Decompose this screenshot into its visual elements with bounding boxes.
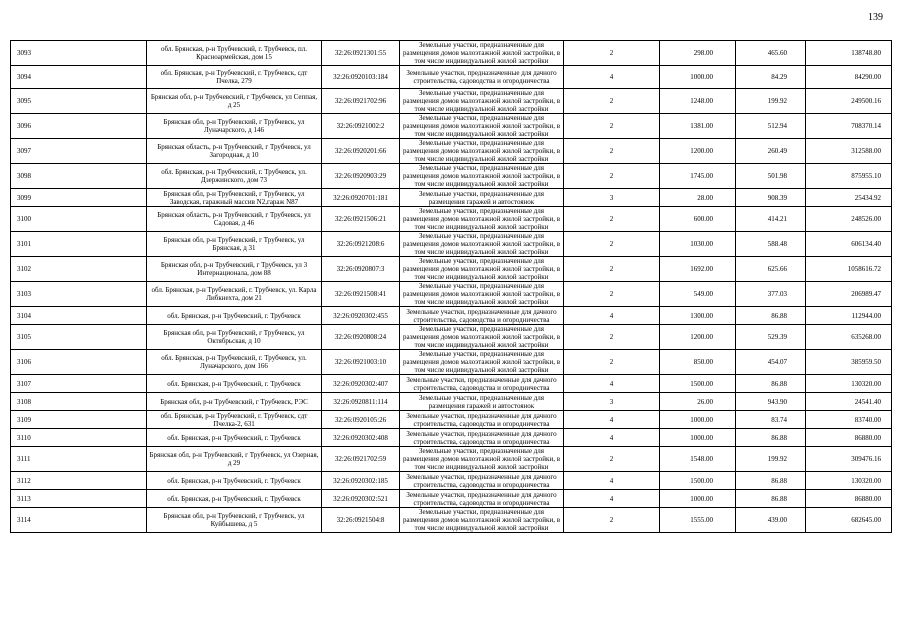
group-cell: 2 bbox=[564, 350, 660, 375]
group-cell: 2 bbox=[564, 282, 660, 307]
specific-value-cell: 86.88 bbox=[736, 472, 806, 490]
page-number: 139 bbox=[868, 12, 883, 23]
record-number-cell: 3094 bbox=[11, 66, 147, 89]
table-row bbox=[11, 114, 892, 139]
land-registry-table bbox=[10, 40, 892, 533]
specific-value-cell: 86.88 bbox=[736, 429, 806, 447]
area-cell: 1200.00 bbox=[660, 139, 736, 164]
record-number-cell: 3099 bbox=[11, 189, 147, 207]
record-number-cell: 3112 bbox=[11, 472, 147, 490]
specific-value-cell: 86.88 bbox=[736, 307, 806, 325]
cadastral-number-cell: 32:26:0920201:66 bbox=[322, 139, 400, 164]
cadastral-number-cell: 32:26:0920903:29 bbox=[322, 164, 400, 189]
cadastral-number-cell: 32:26:0920103:184 bbox=[322, 66, 400, 89]
specific-value-cell: 86.88 bbox=[736, 375, 806, 393]
cadastral-value-cell: 206989.47 bbox=[806, 282, 892, 307]
record-number-cell: 3109 bbox=[11, 411, 147, 429]
group-cell: 4 bbox=[564, 375, 660, 393]
specific-value-cell: 908.39 bbox=[736, 189, 806, 207]
record-number-cell: 3105 bbox=[11, 325, 147, 350]
address-cell: обл. Брянская, р-н Трубчевский, г. Трубчевск bbox=[147, 472, 322, 490]
specific-value-cell: 199.92 bbox=[736, 447, 806, 472]
address-cell: Брянская обл, р-н Трубчевский, г Трубчевск, ул Сеппая, д 25 bbox=[147, 89, 322, 114]
address-cell: обл. Брянская, р-н Трубчевский, г. Трубчевск bbox=[147, 375, 322, 393]
cadastral-value-cell: 83740.00 bbox=[806, 411, 892, 429]
group-cell: 2 bbox=[564, 164, 660, 189]
record-number-cell: 3100 bbox=[11, 207, 147, 232]
area-cell: 1000.00 bbox=[660, 411, 736, 429]
land-purpose-cell: Земельные участки, предназначенные для размещения домов малоэтажной жилой застройки, в том числе индивидуальной жилой застройки bbox=[400, 447, 564, 472]
land-purpose-cell: Земельные участки, предназначенные для размещения домов малоэтажной жилой застройки, в том числе индивидуальной жилой застройки bbox=[400, 325, 564, 350]
table-row bbox=[11, 307, 892, 325]
area-cell: 298.00 bbox=[660, 41, 736, 66]
address-cell: обл. Брянская, р-н Трубчевский, г. Трубчевск, ул. Луначарского, дом 166 bbox=[147, 350, 322, 375]
cadastral-value-cell: 606134.40 bbox=[806, 232, 892, 257]
record-number-cell: 3098 bbox=[11, 164, 147, 189]
address-cell: обл. Брянская, р-н Трубчевский, г. Трубчевск bbox=[147, 429, 322, 447]
table-row bbox=[11, 375, 892, 393]
specific-value-cell: 501.98 bbox=[736, 164, 806, 189]
land-purpose-cell: Земельные участки, предназначенные для дачного строительства, садоводства и огородничества bbox=[400, 375, 564, 393]
table-row bbox=[11, 282, 892, 307]
land-purpose-cell: Земельные участки, предназначенные для дачного строительства, садоводства и огородничества bbox=[400, 429, 564, 447]
area-cell: 1500.00 bbox=[660, 375, 736, 393]
address-cell: обл. Брянская, р-н Трубчевский, г. Трубчевск, пл. Красноармейская, дом 15 bbox=[147, 41, 322, 66]
area-cell: 1555.00 bbox=[660, 508, 736, 533]
cadastral-number-cell: 32:26:0921702:59 bbox=[322, 447, 400, 472]
area-cell: 1381.00 bbox=[660, 114, 736, 139]
cadastral-number-cell: 32:26:0920105:26 bbox=[322, 411, 400, 429]
specific-value-cell: 199.92 bbox=[736, 89, 806, 114]
land-purpose-cell: Земельные участки, предназначенные для размещения домов малоэтажной жилой застройки, в том числе индивидуальной жилой застройки bbox=[400, 257, 564, 282]
area-cell: 600.00 bbox=[660, 207, 736, 232]
land-purpose-cell: Земельные участки, предназначенные для размещения домов малоэтажной жилой застройки, в том числе индивидуальной жилой застройки bbox=[400, 139, 564, 164]
cadastral-number-cell: 32:26:0921504:8 bbox=[322, 508, 400, 533]
cadastral-number-cell: 32:26:0921301:55 bbox=[322, 41, 400, 66]
cadastral-number-cell: 32:26:0920807:3 bbox=[322, 257, 400, 282]
record-number-cell: 3106 bbox=[11, 350, 147, 375]
address-cell: обл. Брянская, р-н Трубчевский, г. Трубчевск bbox=[147, 307, 322, 325]
cadastral-value-cell: 86880.00 bbox=[806, 429, 892, 447]
group-cell: 4 bbox=[564, 66, 660, 89]
land-purpose-cell: Земельные участки, предназначенные для дачного строительства, садоводства и огородничества bbox=[400, 490, 564, 508]
table-row bbox=[11, 189, 892, 207]
specific-value-cell: 529.39 bbox=[736, 325, 806, 350]
address-cell: Брянская обл, р-н Трубчевский, г Трубчевск, ул Луначарского, д 146 bbox=[147, 114, 322, 139]
record-number-cell: 3096 bbox=[11, 114, 147, 139]
address-cell: Брянская область, р-н Трубчевский, г Трубчевск, ул Садовая, д 46 bbox=[147, 207, 322, 232]
specific-value-cell: 260.49 bbox=[736, 139, 806, 164]
table-row bbox=[11, 66, 892, 89]
specific-value-cell: 439.00 bbox=[736, 508, 806, 533]
table-row bbox=[11, 429, 892, 447]
table-body bbox=[11, 41, 892, 533]
table-row bbox=[11, 393, 892, 411]
area-cell: 850.00 bbox=[660, 350, 736, 375]
specific-value-cell: 512.94 bbox=[736, 114, 806, 139]
group-cell: 2 bbox=[564, 447, 660, 472]
table-row bbox=[11, 257, 892, 282]
cadastral-number-cell: 32:26:0921506:21 bbox=[322, 207, 400, 232]
table-row bbox=[11, 411, 892, 429]
address-cell: Брянская обл, р-н Трубчевский, г Трубчевск, ул Брянская, д 31 bbox=[147, 232, 322, 257]
specific-value-cell: 83.74 bbox=[736, 411, 806, 429]
group-cell: 3 bbox=[564, 393, 660, 411]
cadastral-value-cell: 708370.14 bbox=[806, 114, 892, 139]
cadastral-number-cell: 32:26:0920302:185 bbox=[322, 472, 400, 490]
specific-value-cell: 943.90 bbox=[736, 393, 806, 411]
address-cell: обл. Брянская, р-н Трубчевский, г. Трубчевск, ул. Дзержинского, дом 73 bbox=[147, 164, 322, 189]
group-cell: 2 bbox=[564, 114, 660, 139]
land-purpose-cell: Земельные участки, предназначенные для размещения домов малоэтажной жилой застройки, в том числе индивидуальной жилой застройки bbox=[400, 207, 564, 232]
table-row bbox=[11, 508, 892, 533]
group-cell: 2 bbox=[564, 41, 660, 66]
record-number-cell: 3101 bbox=[11, 232, 147, 257]
area-cell: 1248.00 bbox=[660, 89, 736, 114]
cadastral-value-cell: 635268.00 bbox=[806, 325, 892, 350]
address-cell: Брянская обл, р-н Трубчевский, г Трубчевск, ул Октябрьская, д 10 bbox=[147, 325, 322, 350]
cadastral-value-cell: 130320.00 bbox=[806, 375, 892, 393]
area-cell: 1000.00 bbox=[660, 490, 736, 508]
group-cell: 2 bbox=[564, 232, 660, 257]
address-cell: Брянская обл, р-н Трубчевский, г Трубчевск, ул Озерная, д 29 bbox=[147, 447, 322, 472]
group-cell: 2 bbox=[564, 139, 660, 164]
group-cell: 2 bbox=[564, 207, 660, 232]
specific-value-cell: 84.29 bbox=[736, 66, 806, 89]
specific-value-cell: 86.88 bbox=[736, 490, 806, 508]
cadastral-value-cell: 130320.00 bbox=[806, 472, 892, 490]
address-cell: Брянская область, р-н Трубчевский, г Трубчевск, ул Загородная, д 10 bbox=[147, 139, 322, 164]
group-cell: 4 bbox=[564, 490, 660, 508]
record-number-cell: 3095 bbox=[11, 89, 147, 114]
area-cell: 1300.00 bbox=[660, 307, 736, 325]
cadastral-value-cell: 312588.00 bbox=[806, 139, 892, 164]
table-row bbox=[11, 89, 892, 114]
land-purpose-cell: Земельные участки, предназначенные для размещения домов малоэтажной жилой застройки, в том числе индивидуальной жилой застройки bbox=[400, 164, 564, 189]
area-cell: 1200.00 bbox=[660, 325, 736, 350]
specific-value-cell: 465.60 bbox=[736, 41, 806, 66]
land-purpose-cell: Земельные участки, предназначенные для размещения гаражей и автостоянок bbox=[400, 189, 564, 207]
land-purpose-cell: Земельные участки, предназначенные для размещения домов малоэтажной жилой застройки, в том числе индивидуальной жилой застройки bbox=[400, 350, 564, 375]
record-number-cell: 3114 bbox=[11, 508, 147, 533]
land-purpose-cell: Земельные участки, предназначенные для дачного строительства, садоводства и огородничества bbox=[400, 411, 564, 429]
table-row bbox=[11, 490, 892, 508]
group-cell: 2 bbox=[564, 257, 660, 282]
cadastral-value-cell: 248526.00 bbox=[806, 207, 892, 232]
table-row bbox=[11, 472, 892, 490]
land-purpose-cell: Земельные участки, предназначенные для размещения домов малоэтажной жилой застройки, в том числе индивидуальной жилой застройки bbox=[400, 232, 564, 257]
address-cell: обл. Брянская, р-н Трубчевский, г. Трубчевск, сдт Пчелка-2, 631 bbox=[147, 411, 322, 429]
land-purpose-cell: Земельные участки, предназначенные для размещения домов малоэтажной жилой застройки, в том числе индивидуальной жилой застройки bbox=[400, 508, 564, 533]
cadastral-number-cell: 32:26:0921508:41 bbox=[322, 282, 400, 307]
address-cell: обл. Брянская, р-н Трубчевский, г. Трубчевск, сдт Пчелка, 279 bbox=[147, 66, 322, 89]
cadastral-value-cell: 84290.00 bbox=[806, 66, 892, 89]
address-cell: обл. Брянская, р-н Трубчевский, г. Трубчевск, ул. Карла Либкнехта, дом 21 bbox=[147, 282, 322, 307]
group-cell: 3 bbox=[564, 189, 660, 207]
specific-value-cell: 377.03 bbox=[736, 282, 806, 307]
land-purpose-cell: Земельные участки, предназначенные для дачного строительства, садоводства и огородничества bbox=[400, 66, 564, 89]
cadastral-number-cell: 32:26:0921702:96 bbox=[322, 89, 400, 114]
record-number-cell: 3103 bbox=[11, 282, 147, 307]
table-row bbox=[11, 164, 892, 189]
cadastral-value-cell: 249500.16 bbox=[806, 89, 892, 114]
record-number-cell: 3104 bbox=[11, 307, 147, 325]
record-number-cell: 3102 bbox=[11, 257, 147, 282]
cadastral-value-cell: 875955.10 bbox=[806, 164, 892, 189]
area-cell: 549.00 bbox=[660, 282, 736, 307]
area-cell: 1500.00 bbox=[660, 472, 736, 490]
cadastral-number-cell: 32:26:0920811:114 bbox=[322, 393, 400, 411]
table-row bbox=[11, 325, 892, 350]
group-cell: 4 bbox=[564, 429, 660, 447]
area-cell: 1692.00 bbox=[660, 257, 736, 282]
table-row bbox=[11, 447, 892, 472]
cadastral-value-cell: 309476.16 bbox=[806, 447, 892, 472]
record-number-cell: 3108 bbox=[11, 393, 147, 411]
area-cell: 26.00 bbox=[660, 393, 736, 411]
area-cell: 28.00 bbox=[660, 189, 736, 207]
specific-value-cell: 414.21 bbox=[736, 207, 806, 232]
group-cell: 4 bbox=[564, 307, 660, 325]
cadastral-number-cell: 32:26:0920701:181 bbox=[322, 189, 400, 207]
cadastral-number-cell: 32:26:0920302:521 bbox=[322, 490, 400, 508]
cadastral-value-cell: 682645.00 bbox=[806, 508, 892, 533]
land-purpose-cell: Земельные участки, предназначенные для размещения домов малоэтажной жилой застройки, в том числе индивидуальной жилой застройки bbox=[400, 282, 564, 307]
record-number-cell: 3107 bbox=[11, 375, 147, 393]
group-cell: 2 bbox=[564, 89, 660, 114]
record-number-cell: 3097 bbox=[11, 139, 147, 164]
cadastral-value-cell: 1058616.72 bbox=[806, 257, 892, 282]
table-row bbox=[11, 41, 892, 66]
table-row bbox=[11, 207, 892, 232]
land-purpose-cell: Земельные участки, предназначенные для дачного строительства, садоводства и огородничества bbox=[400, 307, 564, 325]
cadastral-value-cell: 112944.00 bbox=[806, 307, 892, 325]
table-row bbox=[11, 232, 892, 257]
group-cell: 2 bbox=[564, 508, 660, 533]
land-purpose-cell: Земельные участки, предназначенные для дачного строительства, садоводства и огородничества bbox=[400, 472, 564, 490]
address-cell: Брянская обл, р-н Трубчевский, г Трубчевск, ул Куйбышева, д 5 bbox=[147, 508, 322, 533]
cadastral-value-cell: 385959.50 bbox=[806, 350, 892, 375]
specific-value-cell: 625.66 bbox=[736, 257, 806, 282]
cadastral-number-cell: 32:26:0921002:2 bbox=[322, 114, 400, 139]
land-purpose-cell: Земельные участки, предназначенные для размещения домов малоэтажной жилой застройки, в том числе индивидуальной жилой застройки bbox=[400, 89, 564, 114]
record-number-cell: 3113 bbox=[11, 490, 147, 508]
cadastral-number-cell: 32:26:0921003:10 bbox=[322, 350, 400, 375]
record-number-cell: 3111 bbox=[11, 447, 147, 472]
table-row bbox=[11, 350, 892, 375]
area-cell: 1030.00 bbox=[660, 232, 736, 257]
address-cell: Брянская обл, р-н Трубчевский, г Трубчевск, ул 3 Интернационала, дом 88 bbox=[147, 257, 322, 282]
specific-value-cell: 454.07 bbox=[736, 350, 806, 375]
address-cell: обл. Брянская, р-н Трубчевский, г. Трубчевск bbox=[147, 490, 322, 508]
record-number-cell: 3093 bbox=[11, 41, 147, 66]
address-cell: Брянская обл, р-н Трубчевский, г Трубчевск, РЭС bbox=[147, 393, 322, 411]
group-cell: 2 bbox=[564, 325, 660, 350]
specific-value-cell: 588.48 bbox=[736, 232, 806, 257]
land-purpose-cell: Земельные участки, предназначенные для размещения домов малоэтажной жилой застройки, в том числе индивидуальной жилой застройки bbox=[400, 114, 564, 139]
area-cell: 1000.00 bbox=[660, 66, 736, 89]
cadastral-value-cell: 24541.40 bbox=[806, 393, 892, 411]
cadastral-number-cell: 32:26:0920302:408 bbox=[322, 429, 400, 447]
area-cell: 1745.00 bbox=[660, 164, 736, 189]
cadastral-number-cell: 32:26:0920302:455 bbox=[322, 307, 400, 325]
area-cell: 1000.00 bbox=[660, 429, 736, 447]
cadastral-number-cell: 32:26:0920808:24 bbox=[322, 325, 400, 350]
cadastral-number-cell: 32:26:0920302:407 bbox=[322, 375, 400, 393]
address-cell: Брянская обл, р-н Трубчевский, г Трубчевск, ул Заводская, гаражный массив N2,гараж N87 bbox=[147, 189, 322, 207]
group-cell: 4 bbox=[564, 411, 660, 429]
cadastral-value-cell: 86880.00 bbox=[806, 490, 892, 508]
land-purpose-cell: Земельные участки, предназначенные для размещения домов малоэтажной жилой застройки, в том числе индивидуальной жилой застройки bbox=[400, 41, 564, 66]
group-cell: 4 bbox=[564, 472, 660, 490]
record-number-cell: 3110 bbox=[11, 429, 147, 447]
area-cell: 1548.00 bbox=[660, 447, 736, 472]
table-row bbox=[11, 139, 892, 164]
cadastral-number-cell: 32:26:0921208:6 bbox=[322, 232, 400, 257]
cadastral-value-cell: 25434.92 bbox=[806, 189, 892, 207]
cadastral-value-cell: 138748.80 bbox=[806, 41, 892, 66]
land-purpose-cell: Земельные участки, предназначенные для размещения гаражей и автостоянок bbox=[400, 393, 564, 411]
